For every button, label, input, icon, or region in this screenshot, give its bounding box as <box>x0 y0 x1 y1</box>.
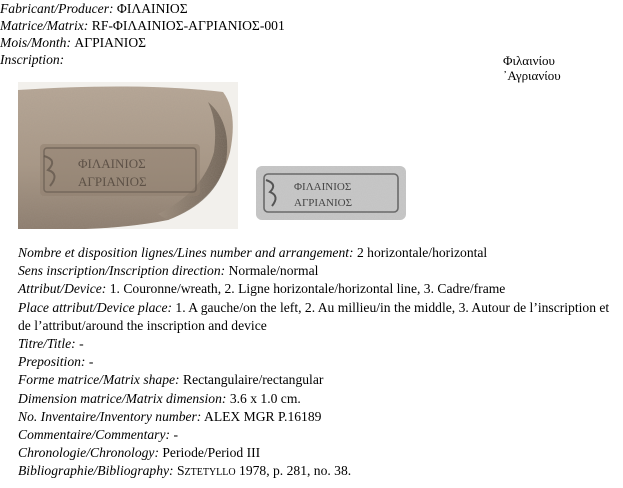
field-value: - <box>88 354 94 370</box>
field-value: 2 horizontale/horizontal <box>356 245 488 260</box>
producer-line <box>0 0 623 17</box>
field-label: Dimension matrice/Matrix dimension: <box>18 390 227 406</box>
stamp-line-1: ΦΙΛΑΙΝΙΟΣ <box>78 156 146 171</box>
field-value-author: Sztetyllo <box>176 463 236 479</box>
inscription-line-2: ᾽Αγριανίου <box>503 68 561 83</box>
inscription-label: Inscription: <box>0 52 65 67</box>
field-value: Periode/Period III <box>162 445 261 461</box>
producer-label: Fabricant/Producer: <box>0 1 114 16</box>
field-value: - <box>173 427 178 443</box>
metadata-fields <box>18 244 618 481</box>
field-commentary <box>18 426 618 444</box>
field-value: ALEX MGR P.16189 <box>204 408 322 424</box>
stamp-drawing <box>248 152 413 232</box>
matrix-label: Matrice/Matrix: <box>0 18 89 33</box>
field-chronology <box>18 444 618 462</box>
drawing-line-2: ΑΓΡΙΑΝΙΟΣ <box>294 197 352 209</box>
field-label: Commentaire/Commentary: <box>18 427 171 443</box>
field-label: Titre/Title: <box>18 336 76 352</box>
field-preposition <box>18 353 618 371</box>
field-label: Nombre et disposition lignes/Lines number and arrangement: <box>18 245 354 260</box>
field-value: 1. A gauche/on the left, 2. Au millieu/in the middle, 3. Autour de l’inscription et de l’attribut/around the inscription and device <box>18 299 610 333</box>
field-value: Normale/normal <box>228 263 319 279</box>
field-value: - <box>79 336 84 352</box>
field-device-place <box>18 299 618 335</box>
drawing-line-1: ΦΙΛΑΙΝΙΟΣ <box>294 181 352 193</box>
stamp-drawing-graphic <box>248 152 413 232</box>
field-device <box>18 280 618 298</box>
field-value: 1978, p. 281, no. 38. <box>235 463 352 479</box>
field-title <box>18 335 618 353</box>
field-label: Attribut/Device: <box>18 281 107 297</box>
matrix-line <box>0 17 623 34</box>
matrix-value: RF-ΦΙΛΑΙΝΙΟΣ-ΑΓΡΙΑΝΙΟΣ-001 <box>91 18 285 33</box>
producer-value: ΦΙΛΑΙΝΙΟΣ <box>116 1 188 16</box>
field-matrix-shape <box>18 371 618 389</box>
inscription-text <box>503 53 561 83</box>
field-label: Sens inscription/Inscription direction: <box>18 263 226 279</box>
field-label: Preposition: <box>18 354 86 370</box>
field-value: 3.6 x 1.0 cm. <box>229 390 301 406</box>
field-bibliography <box>18 462 618 480</box>
field-label: Forme matrice/Matrix shape: <box>18 372 180 388</box>
field-label: Bibliographie/Bibliography: <box>18 463 174 479</box>
month-label: Mois/Month: <box>0 35 71 50</box>
month-line <box>0 34 623 51</box>
field-matrix-dimension <box>18 390 618 408</box>
field-label: Chronologie/Chronology: <box>18 445 159 461</box>
field-lines-number <box>18 244 618 262</box>
stamp-line-2: ΑΓΡΙΑΝΙΟΣ <box>78 174 147 189</box>
field-value: 1. Couronne/wreath, 2. Ligne horizontale/horizontal line, 3. Cadre/frame <box>109 281 506 297</box>
stamp-photo-graphic <box>18 82 238 229</box>
field-inventory-number <box>18 408 618 426</box>
field-label: No. Inventaire/Inventory number: <box>18 408 202 424</box>
field-inscription-direction <box>18 262 618 280</box>
month-value: ΑΓΡΙΑΝΙΟΣ <box>74 35 147 50</box>
inscription-line-1: Φιλαινίου <box>503 53 555 68</box>
field-value: Rectangulaire/rectangular <box>183 372 324 388</box>
field-label: Place attribut/Device place: <box>18 299 172 315</box>
stamp-photo <box>18 82 238 229</box>
header-left <box>0 0 623 34</box>
